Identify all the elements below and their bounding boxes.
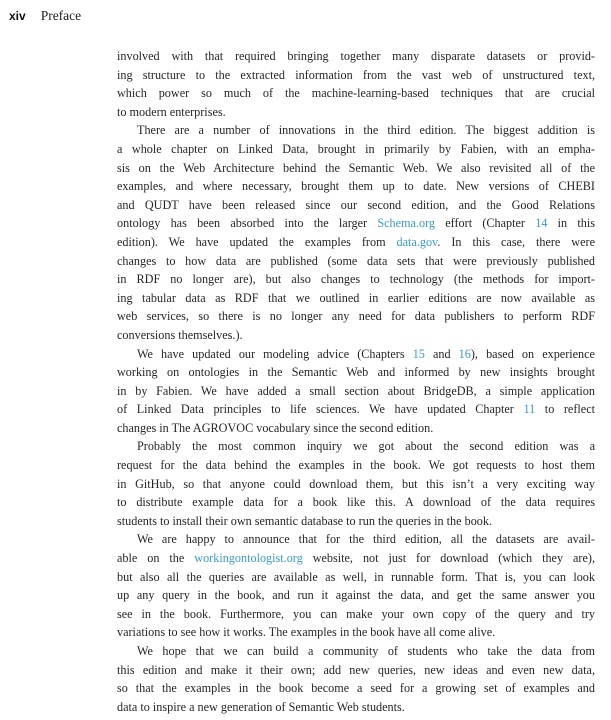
text-line [117, 661, 595, 680]
text-run: There are a number of innovations in the third edition. The biggest addition is [137, 123, 595, 138]
text-run: changes in The AGROVOC vocabulary since the second edition. [117, 420, 434, 435]
paragraph [117, 47, 595, 121]
text-line [117, 196, 595, 215]
text-line [117, 382, 595, 401]
text-run: see in the book. Furthermore, you can make your own copy of the query and try [117, 606, 595, 621]
text-run: but also all the queries are available as well, in runnable form. That is, you can look [117, 569, 595, 584]
text-line [117, 233, 595, 252]
text-run: We hope that we can build a community of students who take the data from [137, 644, 595, 658]
text-run: in this [547, 216, 595, 231]
paragraph [117, 530, 595, 642]
text-line [117, 530, 595, 549]
text-run: in RDF no longer are), but also changes to technology (the methods for import- [117, 272, 595, 287]
chapter-15-link[interactable]: 15 [412, 346, 425, 361]
running-header [9, 7, 81, 25]
text-line [117, 363, 595, 382]
text-run: to distribute example data for a book like this. A download of the data requires [117, 495, 595, 510]
text-line [117, 568, 595, 587]
text-run: . In this case, there were [437, 234, 595, 249]
text-line [117, 289, 595, 308]
text-run: ing structure to the extracted information from the vast web of unstructured text, [117, 67, 595, 82]
text-run: ing tabular data as RDF that we outlined in earlier editions are now available as [117, 290, 595, 305]
text-line [117, 512, 595, 531]
text-run: and [424, 346, 459, 361]
text-run: changes to how data are published (some data sets that were previously published [117, 253, 595, 268]
text-run: request for the data behind the examples in the book. We got requests to host them [117, 458, 595, 473]
workingontologist-link[interactable]: workingontologist.org [194, 551, 303, 566]
text-run: in by Fabien. We have added a small section about BridgeDB, a simple application [117, 383, 595, 398]
text-line [117, 326, 595, 345]
text-line [117, 456, 595, 475]
text-run: in GitHub, so that anyone could download them, but this isn’t a very exciting way [117, 476, 595, 491]
text-run: examples, and where necessary, brought them up to date. New versions of CHEBI [117, 179, 595, 194]
text-line [117, 605, 595, 624]
text-run: variations to see how it works. The examples in the book have all come alive. [117, 625, 496, 640]
text-line [117, 345, 595, 364]
text-run: effort (Chapter [435, 216, 536, 231]
text-run: this edition and make it their own; add new queries, new ideas and even new data, [117, 662, 595, 677]
text-run: of Linked Data principles to life sciences. We have updated Chapter [117, 402, 524, 417]
text-run: Probably the most common inquiry we got about the second edition was a [137, 439, 595, 454]
chapter-11-link[interactable]: 11 [523, 402, 536, 417]
text-line [117, 475, 595, 494]
text-run: edition). We have updated the examples from [117, 234, 397, 249]
text-line [117, 437, 595, 456]
text-run: ontology has been absorbed into the larger [117, 216, 378, 231]
text-run: to reflect [535, 402, 595, 417]
paragraph [117, 642, 595, 716]
text-line [117, 270, 595, 289]
text-run: up any query in the book, and run it against the data, and get the same answer you [117, 588, 595, 603]
text-line [117, 623, 595, 642]
text-line [117, 698, 595, 717]
data-gov-link[interactable]: data.gov [396, 234, 438, 249]
text-line [117, 47, 595, 66]
paragraph [117, 345, 595, 438]
text-run: and QUDT have been released since our second edition, and the Good Relations [117, 197, 595, 212]
page-number: xiv [9, 9, 26, 23]
text-run: students to install their own semantic database to run the queries in the book. [117, 513, 493, 528]
text-line [117, 679, 595, 698]
text-line [117, 549, 595, 568]
schema-org-link[interactable]: Schema.org [377, 216, 435, 231]
preface-body [117, 47, 595, 716]
text-line [117, 252, 595, 271]
text-line [117, 586, 595, 605]
text-line [117, 103, 595, 122]
text-line [117, 66, 595, 85]
text-line [117, 159, 595, 178]
text-run: able on the [117, 551, 195, 566]
text-run: sis on the Web Architecture behind the Semantic Web. We also revisited all of the [117, 160, 595, 175]
chapter-16-link[interactable]: 16 [458, 346, 471, 361]
text-run: so that the examples in the book become a seed for a growing set of examples and [117, 681, 595, 696]
paragraph [117, 121, 595, 344]
text-line [117, 84, 595, 103]
text-run: ), based on experience [470, 346, 595, 361]
text-line [117, 307, 595, 326]
text-run: working on ontologies in the Semantic Web and informed by new insights brought [117, 365, 595, 380]
text-run: involved with that required bringing together many disparate datasets or provid- [117, 49, 595, 63]
text-run: which power so much of the machine-learning-based techniques that are crucial [117, 86, 595, 101]
text-run: a whole chapter on Linked Data, brought in primarily by Fabien, with an empha- [117, 141, 595, 156]
text-run: data to inspire a new generation of Semantic Web students. [117, 699, 405, 714]
text-line [117, 177, 595, 196]
section-title: Preface [40, 8, 82, 23]
text-line [117, 419, 595, 438]
paragraph [117, 437, 595, 530]
text-line [117, 493, 595, 512]
text-run: We have updated our modeling advice (Chapters [137, 346, 413, 361]
text-line [117, 121, 595, 140]
text-run: to modern enterprises. [117, 104, 226, 119]
chapter-14-link[interactable]: 14 [535, 216, 548, 231]
text-line [117, 642, 595, 661]
text-line [117, 140, 595, 159]
text-run: website, not just for download (which they are), [302, 551, 595, 566]
text-run: We are happy to announce that for the third edition, all the datasets are avail- [137, 532, 595, 547]
text-run: conversions themselves.). [117, 327, 243, 342]
text-run: web services, so there is no longer any need for data publishers to perform RDF [117, 309, 595, 324]
text-line [117, 214, 595, 233]
text-line [117, 400, 595, 419]
